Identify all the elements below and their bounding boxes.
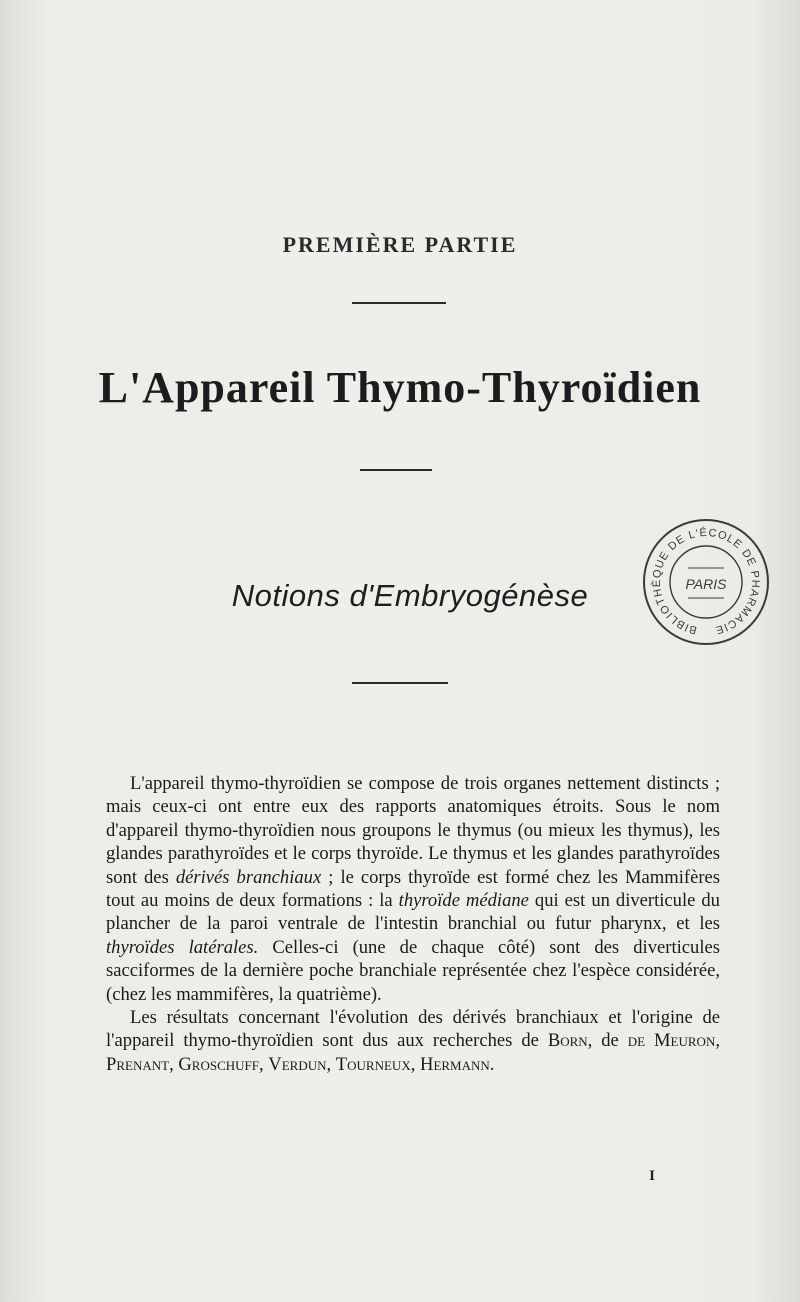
p1-italic-1: dérivés branchiaux — [175, 866, 322, 888]
p2-text-2: , de — [587, 1030, 628, 1052]
p1-italic-3: thyroïdes latérales. — [106, 936, 259, 958]
p1-text-4: Celles-ci (une de chaque côté) sont des diverticules sacciformes de la dernière poche branchiale représentée chez l'espèce considérée, (chez les mammifères, la quatrième). — [106, 936, 720, 1005]
p2-text-6: , — [326, 1053, 336, 1075]
p1-text-3: qui est un diverticule du plancher de la paroi ventrale de l'intestin branchial ou futur pharynx, et les — [106, 890, 720, 935]
p1-text-2: ; le corps thyroïde est formé chez les Mammifères tout au moins de deux formations : la — [106, 866, 720, 912]
author-groschuff: Groschuff — [178, 1053, 259, 1075]
library-stamp — [636, 518, 776, 648]
main-title: L'Appareil Thymo-Thyroïdien — [98, 363, 702, 412]
p2-text-4: , — [169, 1053, 179, 1075]
author-hermann: Hermann — [420, 1053, 490, 1075]
p2-text-3: , — [715, 1030, 720, 1052]
author-born: Born — [547, 1030, 588, 1052]
rule-3 — [352, 682, 448, 684]
author-de-meuron: de Meuron — [627, 1030, 716, 1052]
author-tourneux: Tourneux — [335, 1053, 411, 1075]
author-verdun: Verdun — [268, 1053, 327, 1075]
paragraph-2 — [106, 1006, 720, 1076]
author-prenant: Prenant — [106, 1053, 170, 1075]
p2-text-7: , — [410, 1053, 421, 1075]
paragraph-1 — [106, 772, 720, 1006]
p1-italic-2: thyroïde médiane — [398, 890, 529, 912]
page-number: I — [649, 1168, 655, 1184]
stamp-outer-text: BIBLIOTHÈQUE DE L'ÉCOLE DE PHARMACIE — [650, 526, 762, 637]
part-title: PREMIÈRE PARTIE — [282, 232, 518, 257]
p2-text-1: Les résultats concernant l'évolution des dérivés branchiaux et l'origine de l'appareil thymo-thyroïdien sont dus aux recherches de — [106, 1007, 720, 1052]
rule-1 — [352, 302, 446, 304]
stamp-icon — [636, 518, 776, 648]
body-text — [106, 772, 720, 1076]
rule-2 — [360, 469, 432, 471]
p2-text-5: , — [258, 1053, 269, 1075]
p2-text-8: . — [489, 1053, 495, 1075]
p1-text-1: L'appareil thymo-thyroïdien se compose de trois organes nettement distincts ; mais ceux-ci ont entre eux des rapports anatomiques étroits. Sous le nom d'appareil thymo-thyroïdien nous groupons le thymus (ou mieux les thymus), les glandes parathyroïdes et le corps thyroïde. Le thymus et les glandes parathyroïdes sont des — [106, 773, 720, 888]
stamp-center-text: PARIS — [685, 576, 727, 592]
section-title: Notions d'Embryogénèse — [231, 578, 589, 613]
